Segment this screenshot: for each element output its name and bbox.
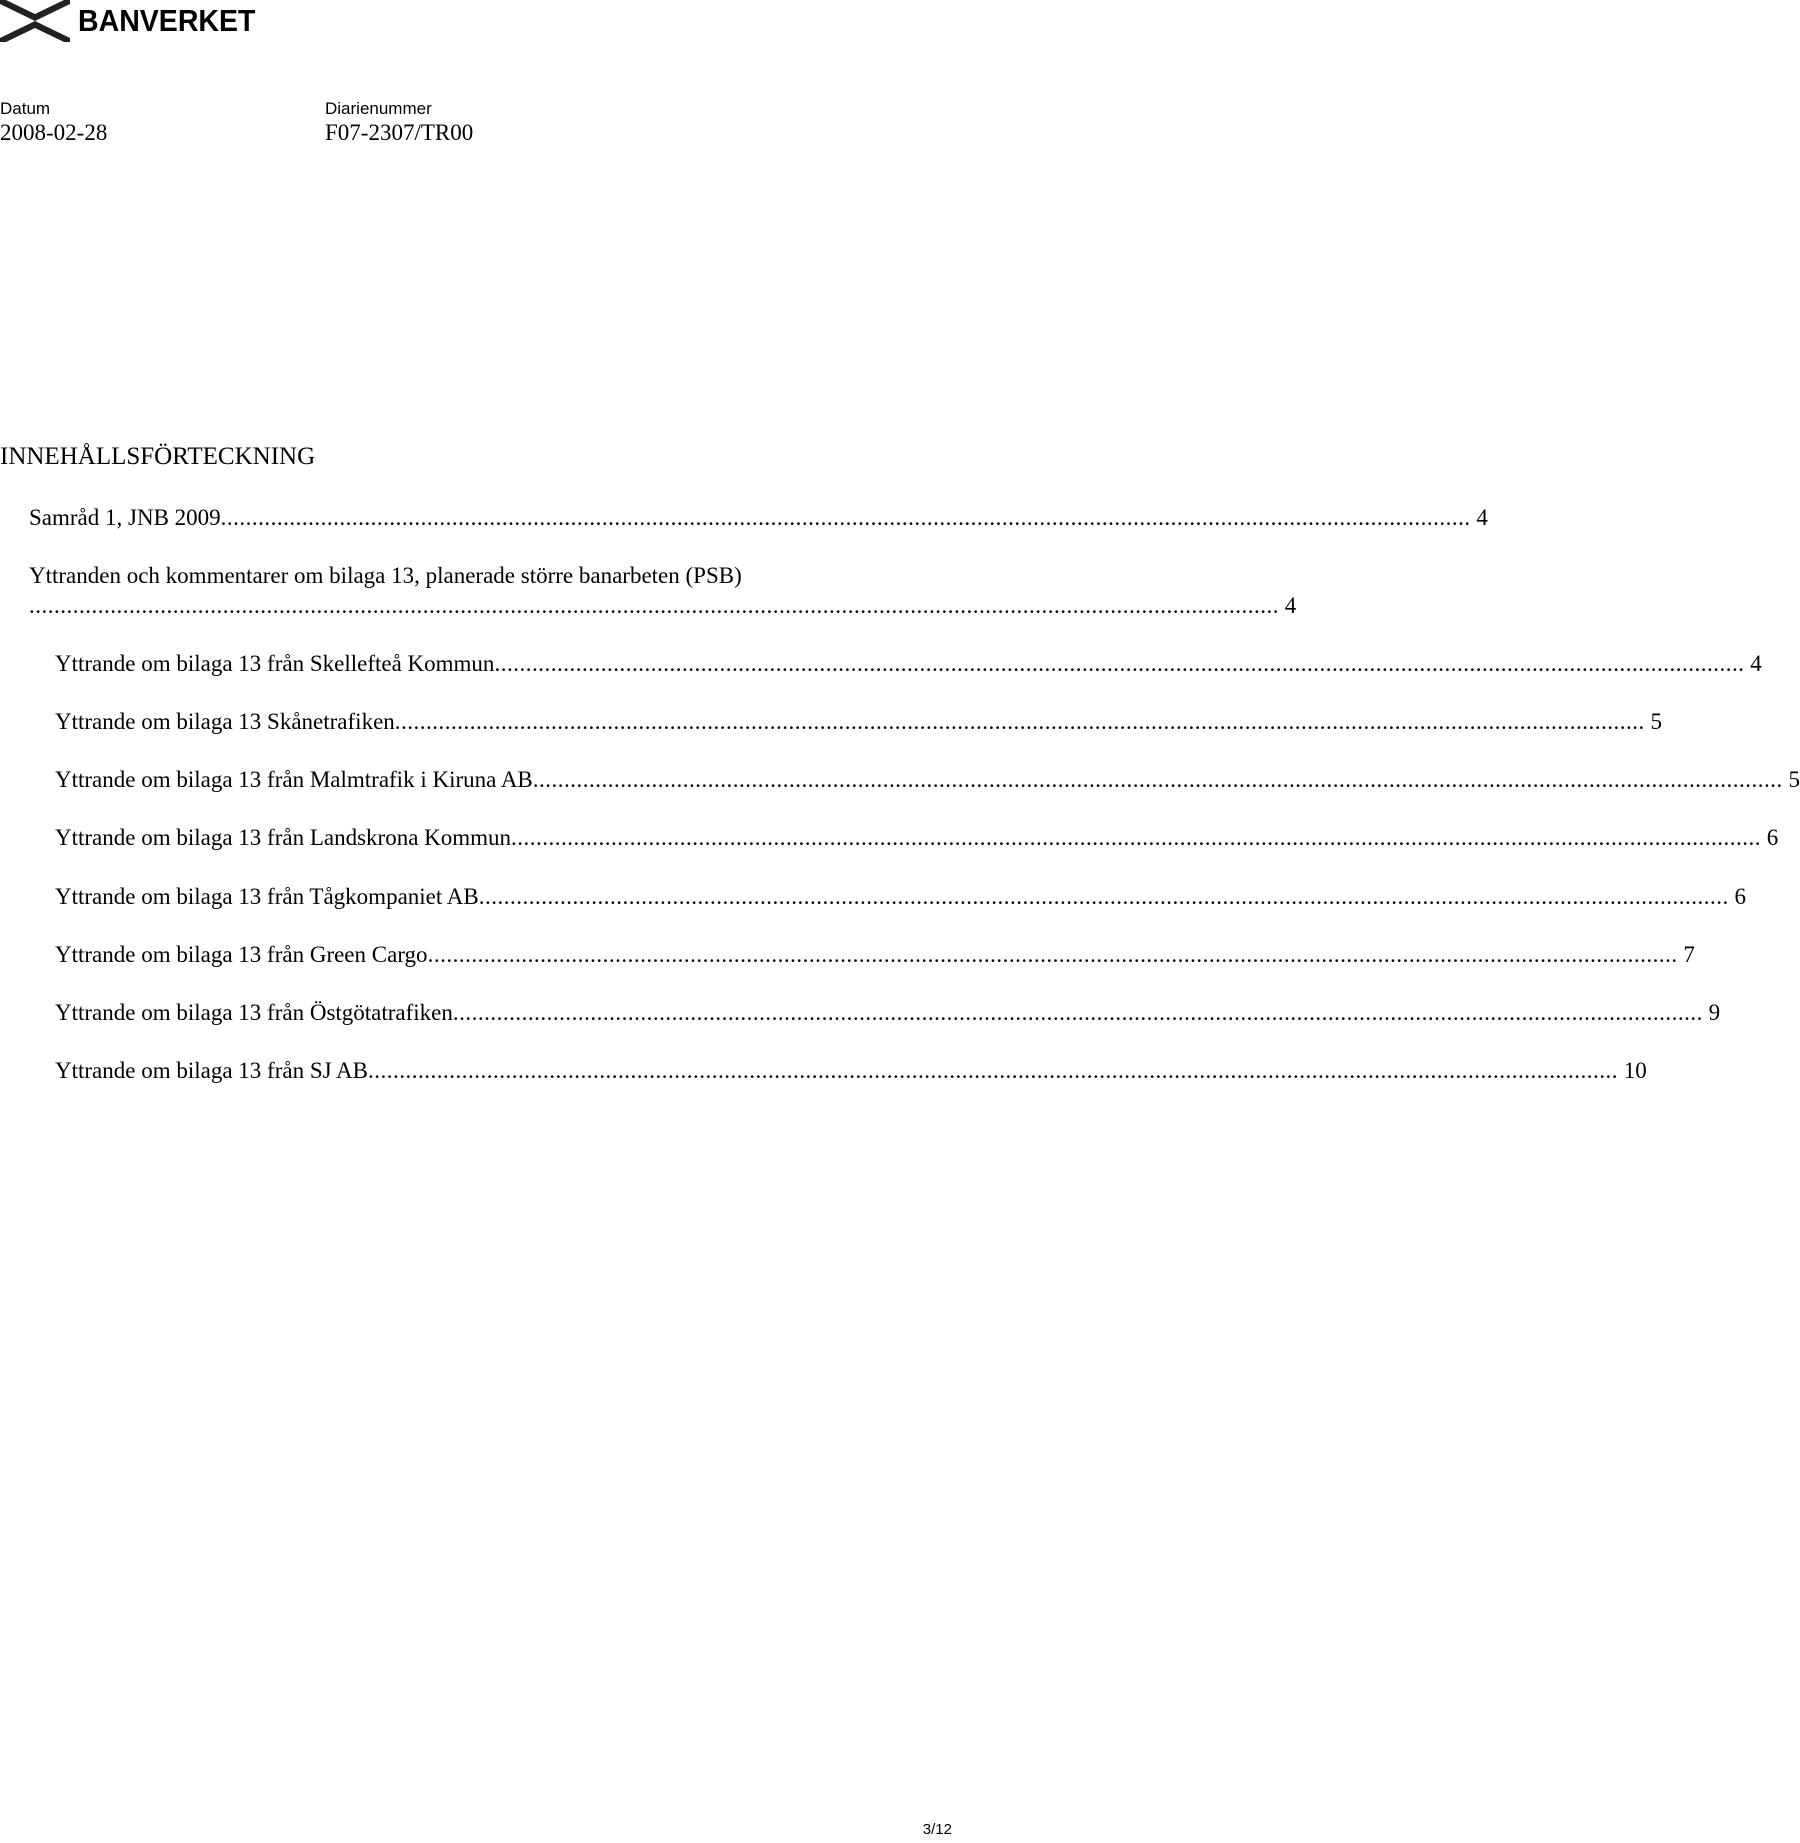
datum-value: 2008-02-28	[0, 120, 108, 145]
toc-entry-page: 4	[1744, 651, 1762, 676]
toc-entry[interactable]	[55, 767, 1800, 793]
toc-entry-text: Yttrande om bilaga 13 från Green Cargo	[55, 942, 428, 967]
toc-entry-page: 6	[1728, 884, 1746, 909]
toc-leader: ........................................................................................................................................................................................................	[494, 651, 1745, 676]
toc-leader: ........................................................................................................................................................................................................	[427, 942, 1678, 967]
toc-entry[interactable]	[55, 825, 1779, 851]
toc-leader: ........................................................................................................................................................................................................	[532, 767, 1783, 792]
toc-entry[interactable]	[55, 942, 1695, 968]
toc-entry-text: Yttrande om bilaga 13 från Östgötatrafiken	[55, 1000, 453, 1025]
toc-entry[interactable]	[29, 505, 1488, 531]
toc-entry-page: 4	[1470, 505, 1488, 530]
toc-entry-page: 5	[1782, 767, 1800, 792]
banverket-logo-icon	[0, 0, 70, 42]
toc-entry[interactable]	[55, 1058, 1647, 1084]
toc-entry-text: Yttrande om bilaga 13 Skånetrafiken	[55, 709, 395, 734]
toc-entry[interactable]	[55, 1000, 1721, 1026]
toc-entry-text: Yttranden och kommentarer om bilaga 13, planerade större banarbeten (PSB)	[29, 563, 742, 588]
toc-entry-page: 6	[1761, 825, 1779, 850]
toc-entry-text: Samråd 1, JNB 2009	[29, 505, 221, 530]
toc-leader: ........................................................................................................................................................................................................	[511, 825, 1762, 850]
toc-entry-page: 9	[1702, 1000, 1721, 1025]
toc-entry[interactable]	[55, 884, 1746, 910]
toc-leader: ........................................................................................................................................................................................................	[220, 505, 1471, 530]
toc-entry-page: 4	[1279, 593, 1297, 618]
toc-entry-first-line[interactable]	[29, 563, 842, 589]
logo-wordmark: BANVERKET	[78, 3, 256, 38]
toc-leader: ........................................................................................................................................................................................................	[394, 709, 1645, 734]
toc-leader: ........................................................................................................................................................................................................	[452, 1000, 1703, 1025]
toc-entry-page: 10	[1618, 1058, 1647, 1083]
toc-entry-text: Yttrande om bilaga 13 från SJ AB	[55, 1058, 369, 1083]
toc-leader: ........................................................................................................................................................................................................	[29, 593, 1279, 618]
toc-entry[interactable]	[55, 709, 1663, 735]
toc-entry-text: Yttrande om bilaga 13 från Tågkompaniet AB	[55, 884, 479, 909]
toc-entry-page: 7	[1677, 942, 1695, 967]
toc-entry-continuation[interactable]	[29, 593, 1297, 619]
diarienummer-value: F07-2307/TR00	[325, 120, 474, 145]
toc-leader: ........................................................................................................................................................................................................	[368, 1058, 1619, 1083]
toc-entry[interactable]	[55, 651, 1762, 677]
banverket-logo	[0, 0, 271, 42]
toc-leader: ........................................................................................................................................................................................................	[478, 884, 1729, 909]
datum-label: Datum	[0, 99, 51, 118]
page-indicator: 3/12	[922, 1821, 952, 1838]
toc-entry-text: Yttrande om bilaga 13 från Skellefteå Kommun	[55, 651, 495, 676]
toc-entry-text: Yttrande om bilaga 13 från Landskrona Kommun	[55, 825, 512, 850]
toc-title: INNEHÅLLSFÖRTECKNING	[0, 443, 316, 470]
toc-entry-text: Yttrande om bilaga 13 från Malmtrafik i Kiruna AB	[55, 767, 533, 792]
toc-entry-page: 5	[1644, 709, 1663, 734]
diarienummer-label: Diarienummer	[325, 99, 432, 118]
